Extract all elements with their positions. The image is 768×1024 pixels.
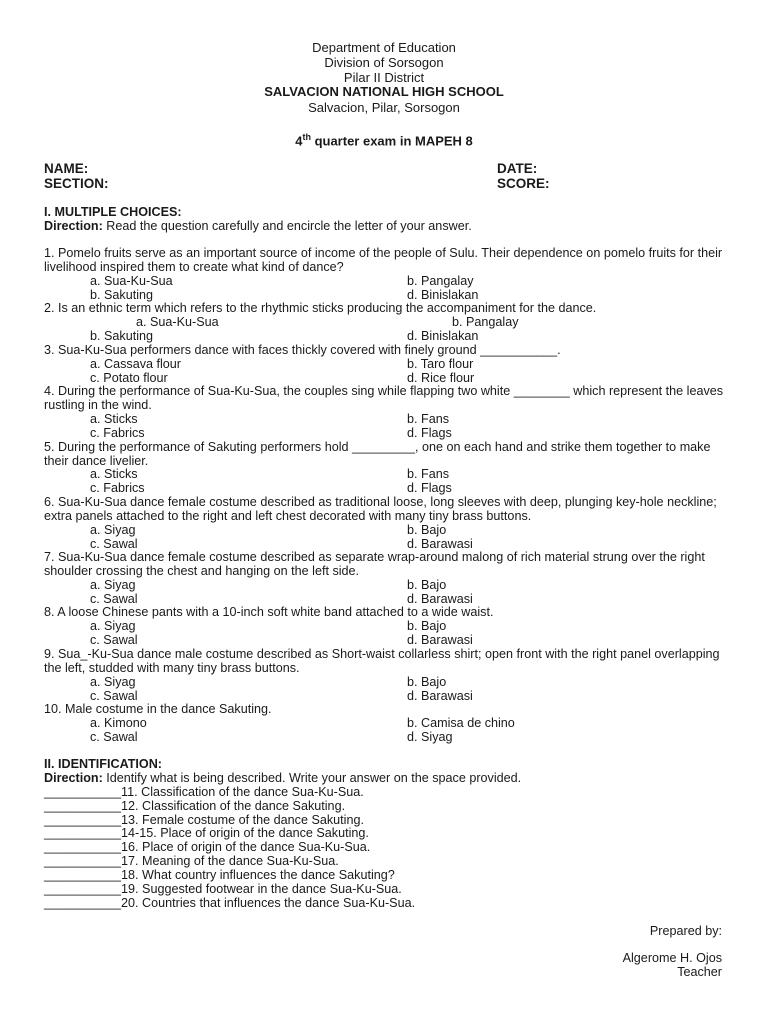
q4-option-c[interactable]: c. Fabrics <box>90 426 145 440</box>
header-department: Department of Education <box>312 40 456 55</box>
prepared-by-label: Prepared by: <box>649 924 722 938</box>
q10-option-d[interactable]: d. Siyag <box>407 730 453 744</box>
q2-option-d[interactable]: d. Binislakan <box>407 329 479 343</box>
exam-ordinal: 4 <box>295 133 303 149</box>
part1-direction <box>44 219 472 233</box>
q1-option-b[interactable]: b. Pangalay <box>407 274 474 288</box>
q4-option-d[interactable]: d. Flags <box>407 426 452 440</box>
q5-option-a[interactable]: a. Sticks <box>90 467 138 481</box>
question-7: 7. Sua-Ku-Sua dance female costume described as separate wrap-around malong of rich material strung over the right shoulder crossing the chest and hanging on the left side. <box>44 550 705 578</box>
q8-option-d[interactable]: d. Barawasi <box>407 633 473 647</box>
q6-option-a[interactable]: a. Siyag <box>90 523 136 537</box>
q4-option-a[interactable]: a. Sticks <box>90 412 138 426</box>
q8-option-b[interactable]: b. Bajo <box>407 619 447 633</box>
identification-item-12: ___________12. Classification of the dance Sakuting. <box>44 799 346 813</box>
identification-item-17: ___________17. Meaning of the dance Sua-Ku-Sua. <box>44 854 339 868</box>
identification-item-16: ___________16. Place of origin of the dance Sua-Ku-Sua. <box>44 840 371 854</box>
part2-direction-label: Direction: <box>44 771 103 785</box>
q3-option-a[interactable]: a. Cassava flour <box>90 357 181 371</box>
identification-item-19: ___________19. Suggested footwear in the dance Sua-Ku-Sua. <box>44 882 402 896</box>
header-district: Pilar II District <box>343 70 425 85</box>
part2-direction <box>44 771 521 785</box>
q5-option-d[interactable]: d. Flags <box>407 481 452 495</box>
q2-option-b[interactable]: b. Pangalay <box>452 315 519 329</box>
q8-option-a[interactable]: a. Siyag <box>90 619 136 633</box>
q10-option-a[interactable]: a. Kimono <box>90 716 147 730</box>
question-10: 10. Male costume in the dance Sakuting. <box>44 702 272 716</box>
q3-option-d[interactable]: d. Rice flour <box>407 371 475 385</box>
q7-option-b[interactable]: b. Bajo <box>407 578 447 592</box>
q7-option-a[interactable]: a. Siyag <box>90 578 136 592</box>
author-name: Algerome H. Ojos <box>622 951 722 965</box>
question-5: 5. During the performance of Sakuting performers hold _________, one on each hand and strike them together to make their dance livelier. <box>44 440 711 468</box>
question-4: 4. During the performance of Sua-Ku-Sua, the couples sing while flapping two white ________ which represent the leaves rustling in the wind. <box>44 384 724 412</box>
question-1: 1. Pomelo fruits serve as an important source of income of the people of Sulu. Their dependence on pomelo fruits for their livelihood inspired them to create what kind of dance? <box>44 246 723 274</box>
q9-option-c[interactable]: c. Sawal <box>90 689 138 703</box>
identification-item-14-15: ___________14-15. Place of origin of the dance Sakuting. <box>44 826 369 840</box>
part1-title: I. MULTIPLE CHOICES: <box>44 205 182 219</box>
date-field-label: DATE: <box>497 161 538 176</box>
author-role: Teacher <box>677 965 722 979</box>
q6-option-d[interactable]: d. Barawasi <box>407 537 473 551</box>
q9-option-b[interactable]: b. Bajo <box>407 675 447 689</box>
q5-option-b[interactable]: b. Fans <box>407 467 449 481</box>
name-field-label: NAME: <box>44 161 89 176</box>
q10-option-c[interactable]: c. Sawal <box>90 730 138 744</box>
q7-option-c[interactable]: c. Sawal <box>90 592 138 606</box>
identification-item-20: ___________20. Countries that influences the dance Sua-Ku-Sua. <box>44 896 416 910</box>
section-field-label: SECTION: <box>44 176 109 191</box>
part1-direction-text: Read the question carefully and encircle the letter of your answer. <box>102 219 472 233</box>
q2-option-a[interactable]: a. Sua-Ku-Sua <box>136 315 219 329</box>
question-8: 8. A loose Chinese pants with a 10-inch soft white band attached to a wide waist. <box>44 605 494 619</box>
identification-item-13: ___________13. Female costume of the dance Sakuting. <box>44 813 364 827</box>
header-division: Division of Sorsogon <box>324 55 444 70</box>
q4-option-b[interactable]: b. Fans <box>407 412 449 426</box>
part2-direction-text: Identify what is being described. Write your answer on the space provided. <box>102 771 522 785</box>
question-6: 6. Sua-Ku-Sua dance female costume described as traditional loose, long sleeves with deep, plunging key-hole neckline; extra panels attached to the right and left chest decorated with many tiny brass buttons. <box>44 495 717 523</box>
q5-option-c[interactable]: c. Fabrics <box>90 481 145 495</box>
q7-option-d[interactable]: d. Barawasi <box>407 592 473 606</box>
q1-option-c[interactable]: b. Sakuting <box>90 288 154 302</box>
question-9: 9. Sua_-Ku-Sua dance male costume described as Short-waist collarless shirt; open front with the right panel overlapping the left, studded with many tiny brass buttons. <box>44 647 720 675</box>
q9-option-a[interactable]: a. Siyag <box>90 675 136 689</box>
part2-title: II. IDENTIFICATION: <box>44 757 162 771</box>
exam-title <box>0 130 768 148</box>
exam-title-rest: quarter exam in MAPEH 8 <box>310 133 473 149</box>
q2-option-c[interactable]: b. Sakuting <box>90 329 154 343</box>
q1-option-a[interactable]: a. Sua-Ku-Sua <box>90 274 173 288</box>
score-field-label: SCORE: <box>497 176 550 191</box>
identification-item-18: ___________18. What country influences the dance Sakuting? <box>44 868 395 882</box>
q10-option-b[interactable]: b. Camisa de chino <box>407 716 515 730</box>
question-3: 3. Sua-Ku-Sua performers dance with faces thickly covered with finely ground ___________. <box>44 343 561 357</box>
q6-option-c[interactable]: c. Sawal <box>90 537 138 551</box>
q3-option-c[interactable]: c. Potato flour <box>90 371 168 385</box>
header-school-name: SALVACION NATIONAL HIGH SCHOOL <box>264 84 504 99</box>
q8-option-c[interactable]: c. Sawal <box>90 633 138 647</box>
part1-direction-label: Direction: <box>44 219 103 233</box>
question-2: 2. Is an ethnic term which refers to the rhythmic sticks producing the accompaniment for the dance. <box>44 301 597 315</box>
q9-option-d[interactable]: d. Barawasi <box>407 689 473 703</box>
q1-option-d[interactable]: d. Binislakan <box>407 288 479 302</box>
header-address: Salvacion, Pilar, Sorsogon <box>308 100 460 115</box>
identification-item-11: ___________11. Classification of the dance Sua-Ku-Sua. <box>44 785 364 799</box>
q3-option-b[interactable]: b. Taro flour <box>407 357 474 371</box>
q6-option-b[interactable]: b. Bajo <box>407 523 447 537</box>
exam-ordinal-suffix: th <box>302 132 311 142</box>
